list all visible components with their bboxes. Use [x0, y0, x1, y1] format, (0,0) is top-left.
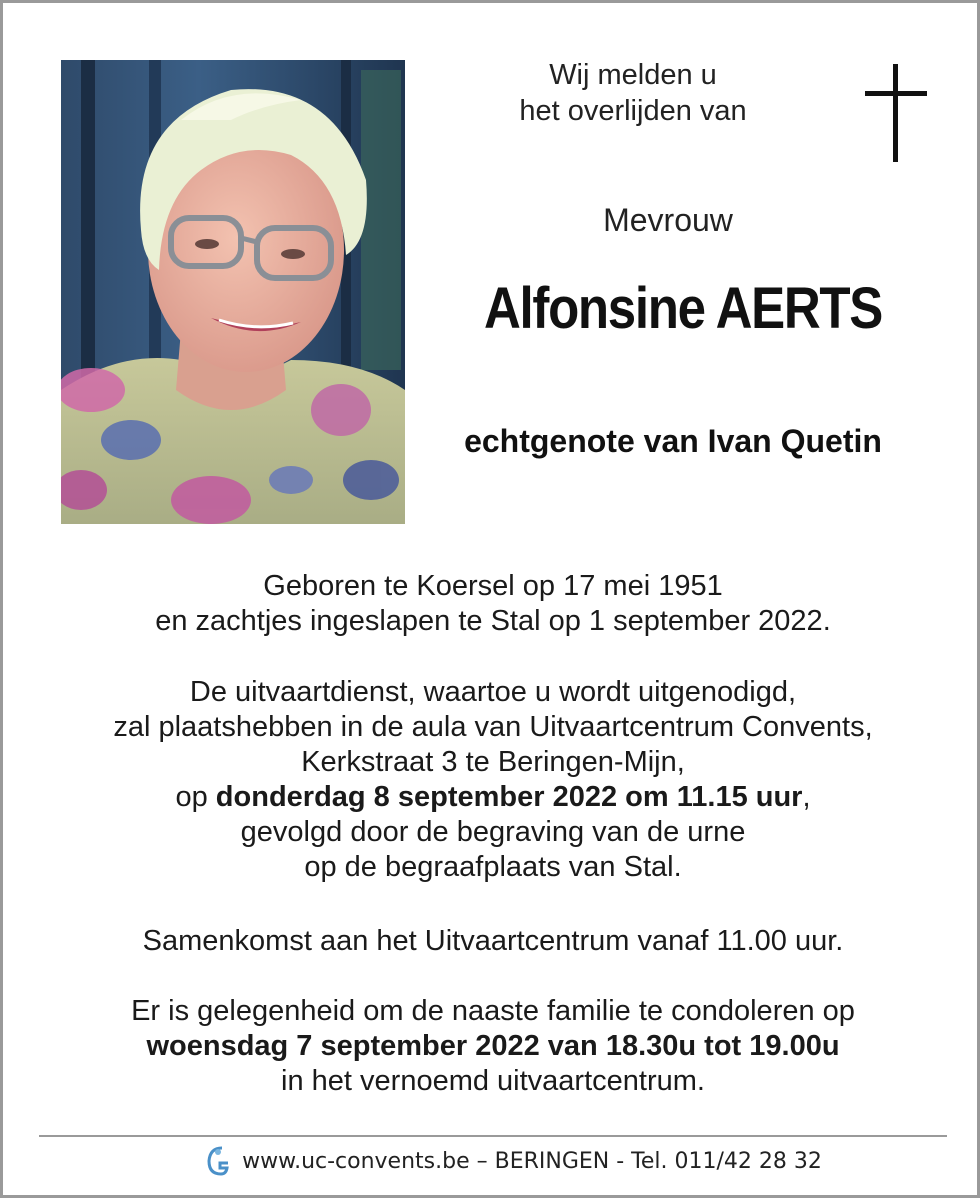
cross-icon	[865, 64, 927, 162]
service-block	[33, 675, 953, 885]
gathering-block	[33, 924, 953, 959]
service-line-1: De uitvaartdienst, waartoe u wordt uitgenodigd,	[189, 676, 797, 708]
birth-line: Geboren te Koersel op 17 mei 1951	[263, 570, 723, 602]
service-line-4	[33, 780, 953, 815]
condolence-datetime: woensdag 7 september 2022 van 18.30u tot 19.00u	[146, 1030, 840, 1062]
footer-divider	[39, 1135, 947, 1137]
footer-contact-text: www.uc-convents.be – BERINGEN - Tel. 011/42 28 32	[242, 1148, 822, 1174]
condolence-line-3: in het vernoemd uitvaartcentrum.	[281, 1065, 705, 1097]
birth-death-block	[33, 569, 953, 639]
condolence-block	[33, 994, 953, 1099]
footer	[163, 1144, 863, 1178]
announcement-line-2: het overlijden van	[519, 95, 747, 127]
spouse-line: echtgenote van Ivan Quetin	[464, 423, 882, 459]
service-line-3: Kerkstraat 3 te Beringen-Mijn,	[301, 746, 685, 778]
convents-logo-icon	[204, 1144, 230, 1178]
announcement-text	[473, 57, 793, 129]
gathering-line: Samenkomst aan het Uitvaartcentrum vanaf 11.00 uur.	[142, 925, 844, 957]
service-datetime: donderdag 8 september 2022 om 11.15 uur	[215, 781, 803, 813]
portrait-photo	[61, 60, 405, 524]
service-line-4-suffix: ,	[802, 781, 811, 813]
deceased-name: Alfonsine AERTS	[483, 276, 882, 341]
salutation: Mevrouw	[603, 202, 733, 238]
service-line-2: zal plaatshebben in de aula van Uitvaartcentrum Convents,	[113, 711, 873, 743]
service-line-4-prefix: op	[175, 781, 216, 813]
announcement-line-1: Wij melden u	[549, 59, 717, 91]
death-line: en zachtjes ingeslapen te Stal op 1 september 2022.	[155, 605, 831, 637]
condolence-line-1: Er is gelegenheid om de naaste familie te condoleren op	[131, 995, 855, 1027]
service-line-6: op de begraafplaats van Stal.	[304, 851, 682, 883]
service-line-5: gevolgd door de begraving van de urne	[240, 816, 746, 848]
